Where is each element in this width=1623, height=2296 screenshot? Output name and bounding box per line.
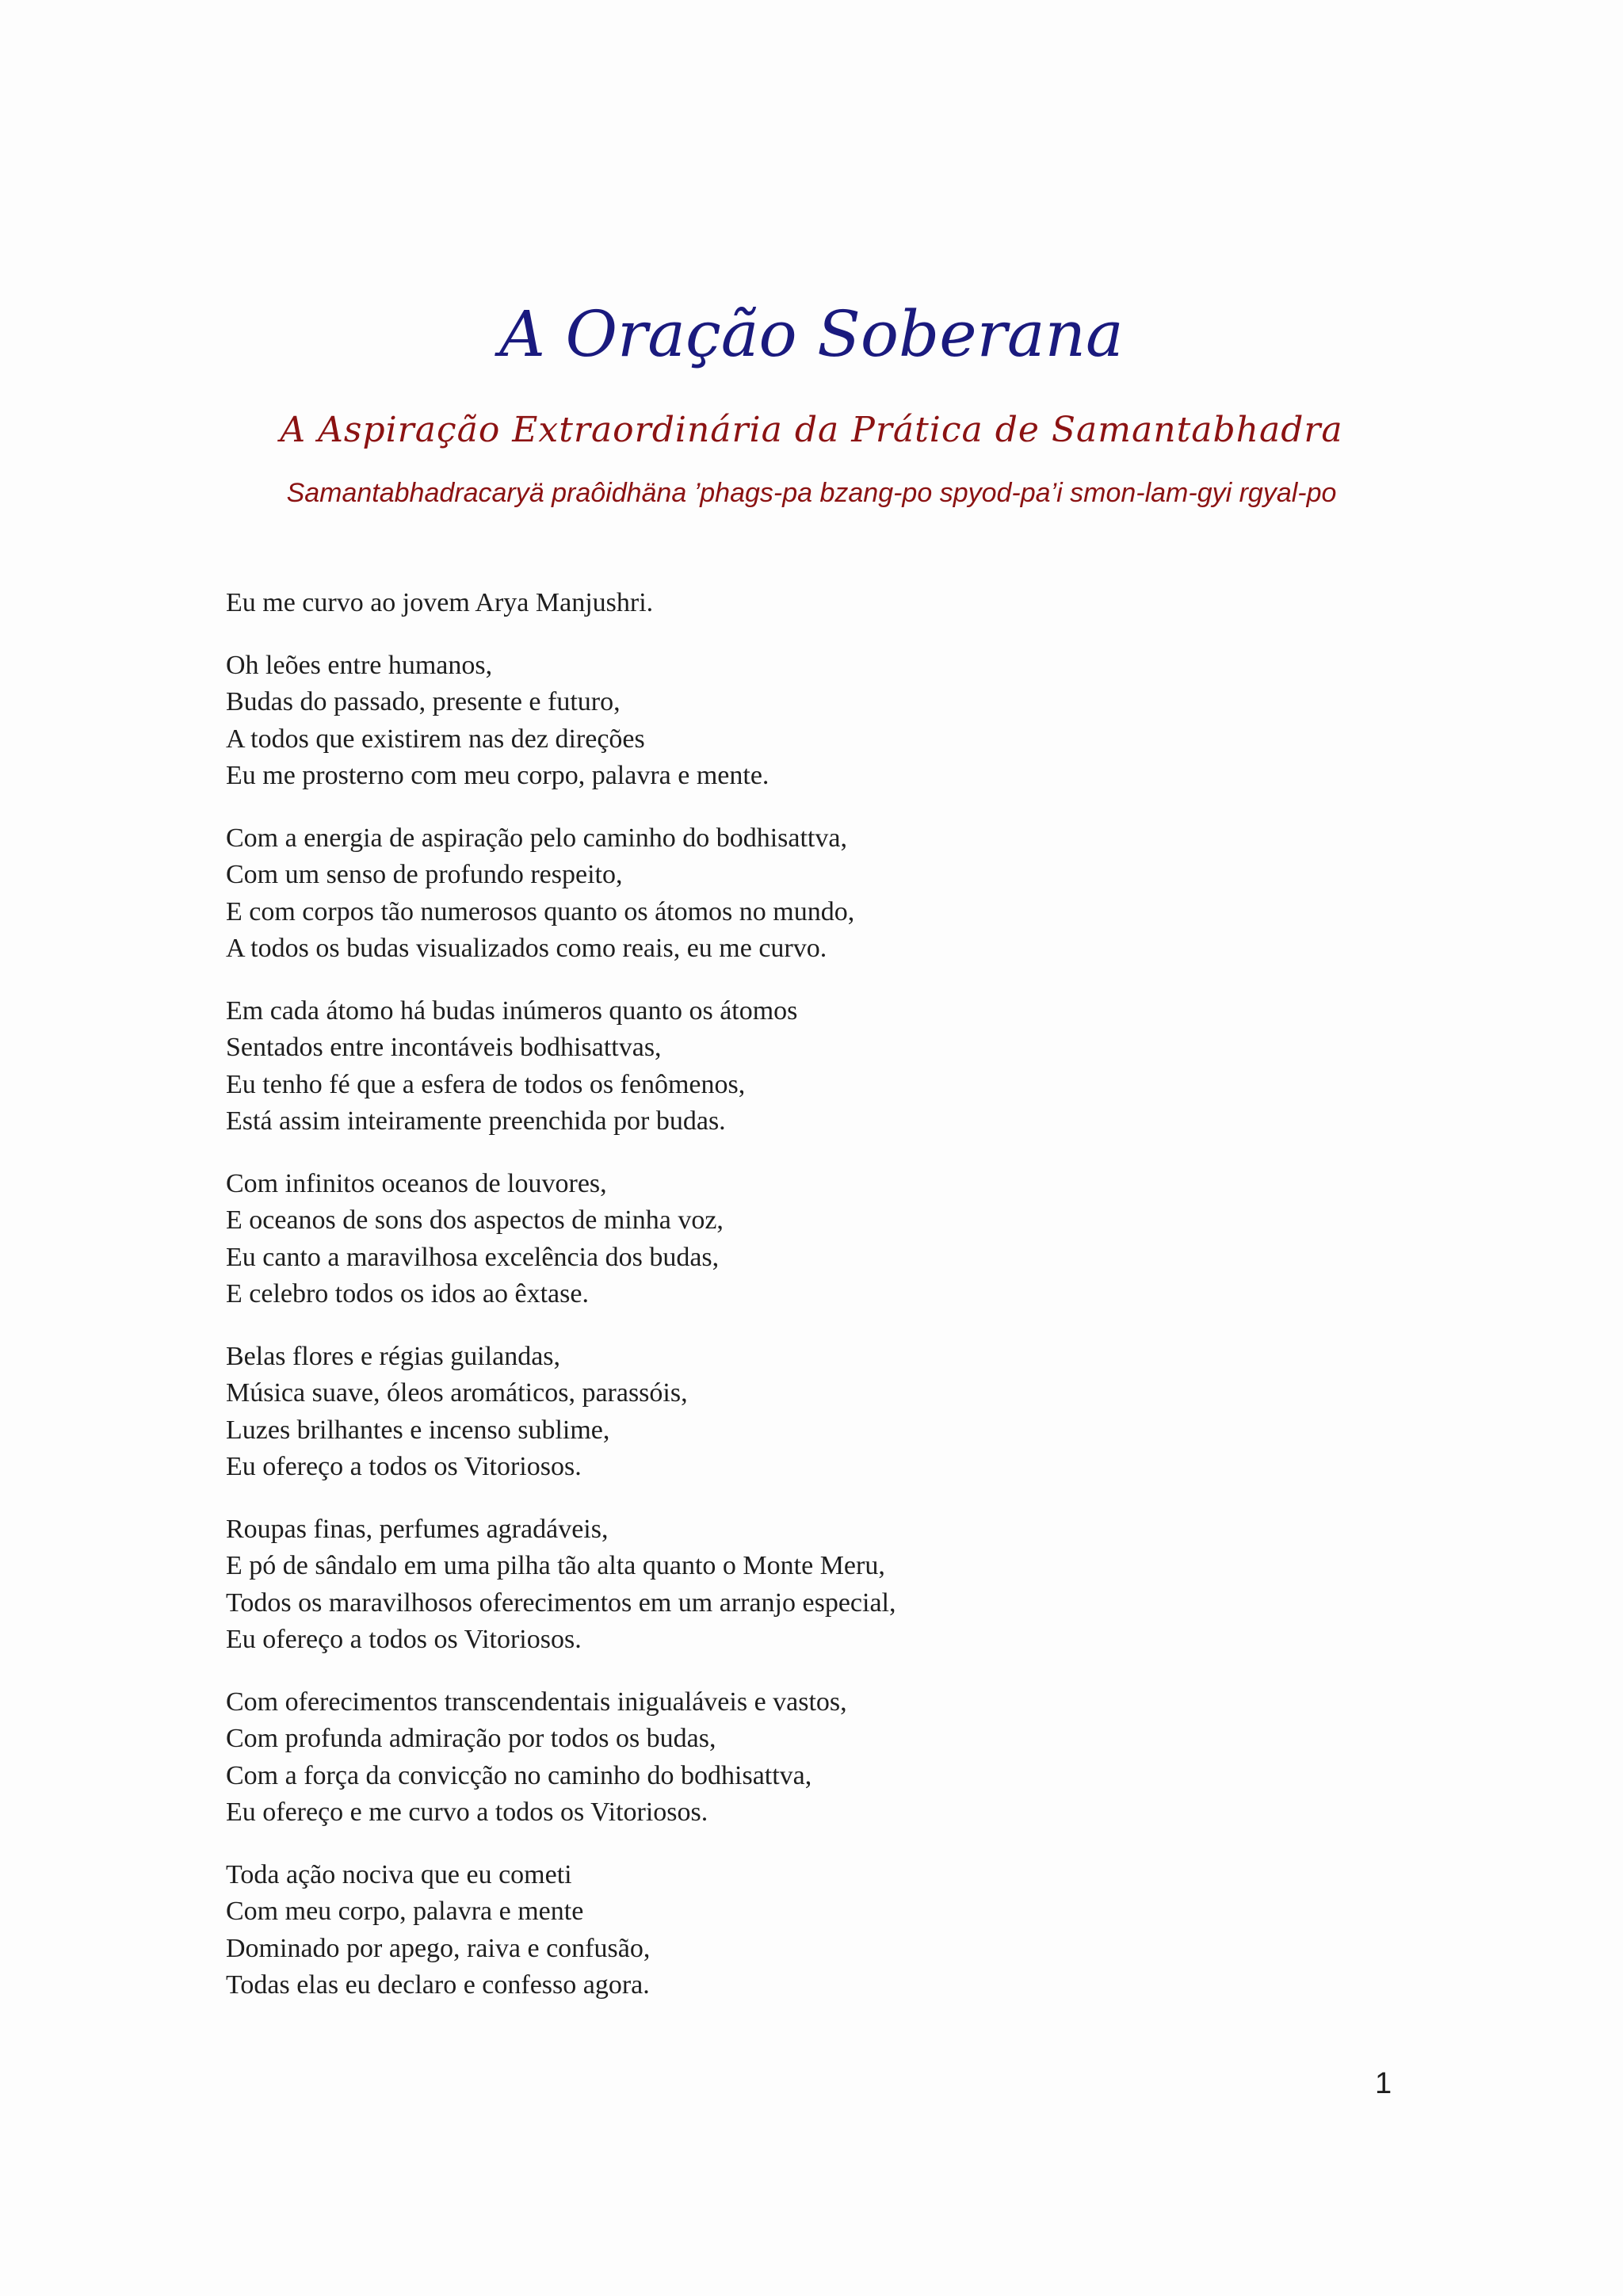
page-number: 1 [1375,2067,1392,2100]
sanskrit-tibetan-title: Samantabhadracaryä praôidhäna ’phags-pa bzang-po spyod-pa’i smon-lam-gyi rgyal-po [286,478,1337,508]
verse-line: Com a força da convicção no caminho do bodhisattva, [226,1760,812,1790]
verse-line: Eu tenho fé que a esfera de todos os fenômenos, [226,1069,746,1099]
verse-line: Com um senso de profundo respeito, [226,860,623,889]
stanza [226,1511,1494,1659]
verse-line: Belas flores e régias guilandas, [226,1341,561,1371]
verse-line: Todos os maravilhosos oferecimentos em um arranjo especial, [226,1587,896,1618]
stanza [226,1857,1494,2004]
verse-line: Eu canto a maravilhosa excelência dos budas, [226,1242,720,1272]
verse-line: Sentados entre incontáveis bodhisattvas, [226,1033,662,1062]
verse-line: Budas do passado, presente e futuro, [226,687,621,716]
verse-line: Todas elas eu declaro e confesso agora. [226,1970,650,2000]
verse-line: Eu ofereço a todos os Vitoriosos. [226,1452,582,1481]
stanza [226,1166,1494,1313]
verse-line: Luzes brilhantes e incenso sublime, [226,1415,610,1445]
verse-line: E oceanos de sons dos aspectos de minha voz, [226,1205,724,1235]
verse-line: Roupas finas, perfumes agradáveis, [226,1514,609,1544]
verse-body [226,585,1494,2030]
verse-line: Está assim inteiramente preenchida por budas. [226,1106,726,1136]
verse-line: Com infinitos oceanos de louvores, [226,1168,607,1198]
stanza [226,993,1494,1140]
verse-line: Com oferecimentos transcendentais inigualáveis e vastos, [226,1687,847,1717]
verse-line: Com a energia de aspiração pelo caminho do bodhisattva, [226,823,847,853]
verse-line: Eu me prosterno com meu corpo, palavra e mente. [226,761,769,790]
stanza [226,820,1494,968]
verse-line: Eu ofereço a todos os Vitoriosos. [226,1625,582,1654]
verse-line: Com profunda admiração por todos os budas, [226,1724,716,1753]
verse-line: Oh leões entre humanos, [226,650,493,680]
verse-line: Música suave, óleos aromáticos, parassóis, [226,1378,688,1408]
verse-line: A todos que existirem nas dez direções [226,724,645,754]
verse-line: Toda ação nociva que eu cometi [226,1859,572,1889]
verse-line: E celebro todos os idos ao êxtase. [226,1279,589,1308]
verse-line: Dominado por apego, raiva e confusão, [226,1933,651,1963]
page-subtitle: A Aspiração Extraordinária da Prática de Samantabhadra [280,410,1343,450]
verse-line: A todos os budas visualizados como reais, eu me curvo. [226,934,827,963]
verse-line: Eu ofereço e me curvo a todos os Vitoriosos. [226,1797,708,1827]
stanza [226,1339,1494,1486]
stanza [226,585,1494,622]
verse-line: Em cada átomo há budas inúmeros quanto os átomos [226,995,798,1026]
verse-line: Com meu corpo, palavra e mente [226,1897,584,1926]
page-title: A Oração Soberana [499,297,1124,371]
verse-line: E pó de sândalo em uma pilha tão alta quanto o Monte Meru, [226,1551,885,1580]
verse-line: E com corpos tão numerosos quanto os átomos no mundo, [226,896,855,926]
stanza [226,648,1494,795]
stanza [226,1684,1494,1832]
verse-line: Eu me curvo ao jovem Arya Manjushri. [226,588,654,617]
